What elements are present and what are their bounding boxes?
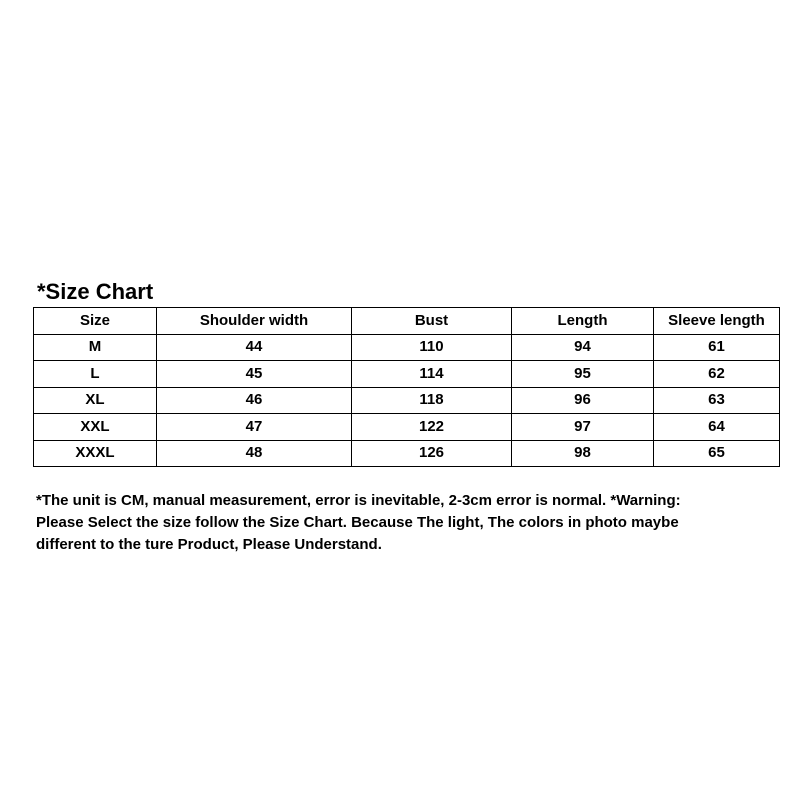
table-row [34,440,780,467]
cell-size: XXXL [34,440,157,467]
note-line: Please Select the size follow the Size Chart. Because The light, The colors in photo maybe [36,514,679,531]
cell-size: M [34,334,157,361]
cell-length: 98 [512,440,654,467]
size-note [36,490,766,556]
cell-shoulder-width: 47 [157,414,352,441]
cell-sleeve-length: 65 [654,440,780,467]
header-size: Size [34,308,157,335]
table-row [34,334,780,361]
header-bust: Bust [352,308,512,335]
table-row [34,414,780,441]
cell-sleeve-length: 61 [654,334,780,361]
header-shoulder-width: Shoulder width [157,308,352,335]
cell-shoulder-width: 44 [157,334,352,361]
header-sleeve-length: Sleeve length [654,308,780,335]
cell-sleeve-length: 63 [654,387,780,414]
note-line: *The unit is CM, manual measurement, error is inevitable, 2-3cm error is normal. *Warning: [36,492,681,509]
cell-shoulder-width: 46 [157,387,352,414]
cell-shoulder-width: 48 [157,440,352,467]
cell-bust: 126 [352,440,512,467]
size-chart-table [33,307,780,467]
cell-size: XXL [34,414,157,441]
cell-shoulder-width: 45 [157,361,352,388]
table-row [34,387,780,414]
cell-bust: 122 [352,414,512,441]
cell-sleeve-length: 64 [654,414,780,441]
note-line: different to the ture Product, Please Understand. [36,536,382,553]
cell-length: 96 [512,387,654,414]
cell-length: 95 [512,361,654,388]
cell-size: L [34,361,157,388]
size-chart-title: *Size Chart [37,279,154,304]
cell-bust: 114 [352,361,512,388]
table-header-row [34,308,780,335]
cell-size: XL [34,387,157,414]
cell-length: 94 [512,334,654,361]
table-row [34,361,780,388]
cell-bust: 110 [352,334,512,361]
cell-length: 97 [512,414,654,441]
cell-sleeve-length: 62 [654,361,780,388]
cell-bust: 118 [352,387,512,414]
header-length: Length [512,308,654,335]
